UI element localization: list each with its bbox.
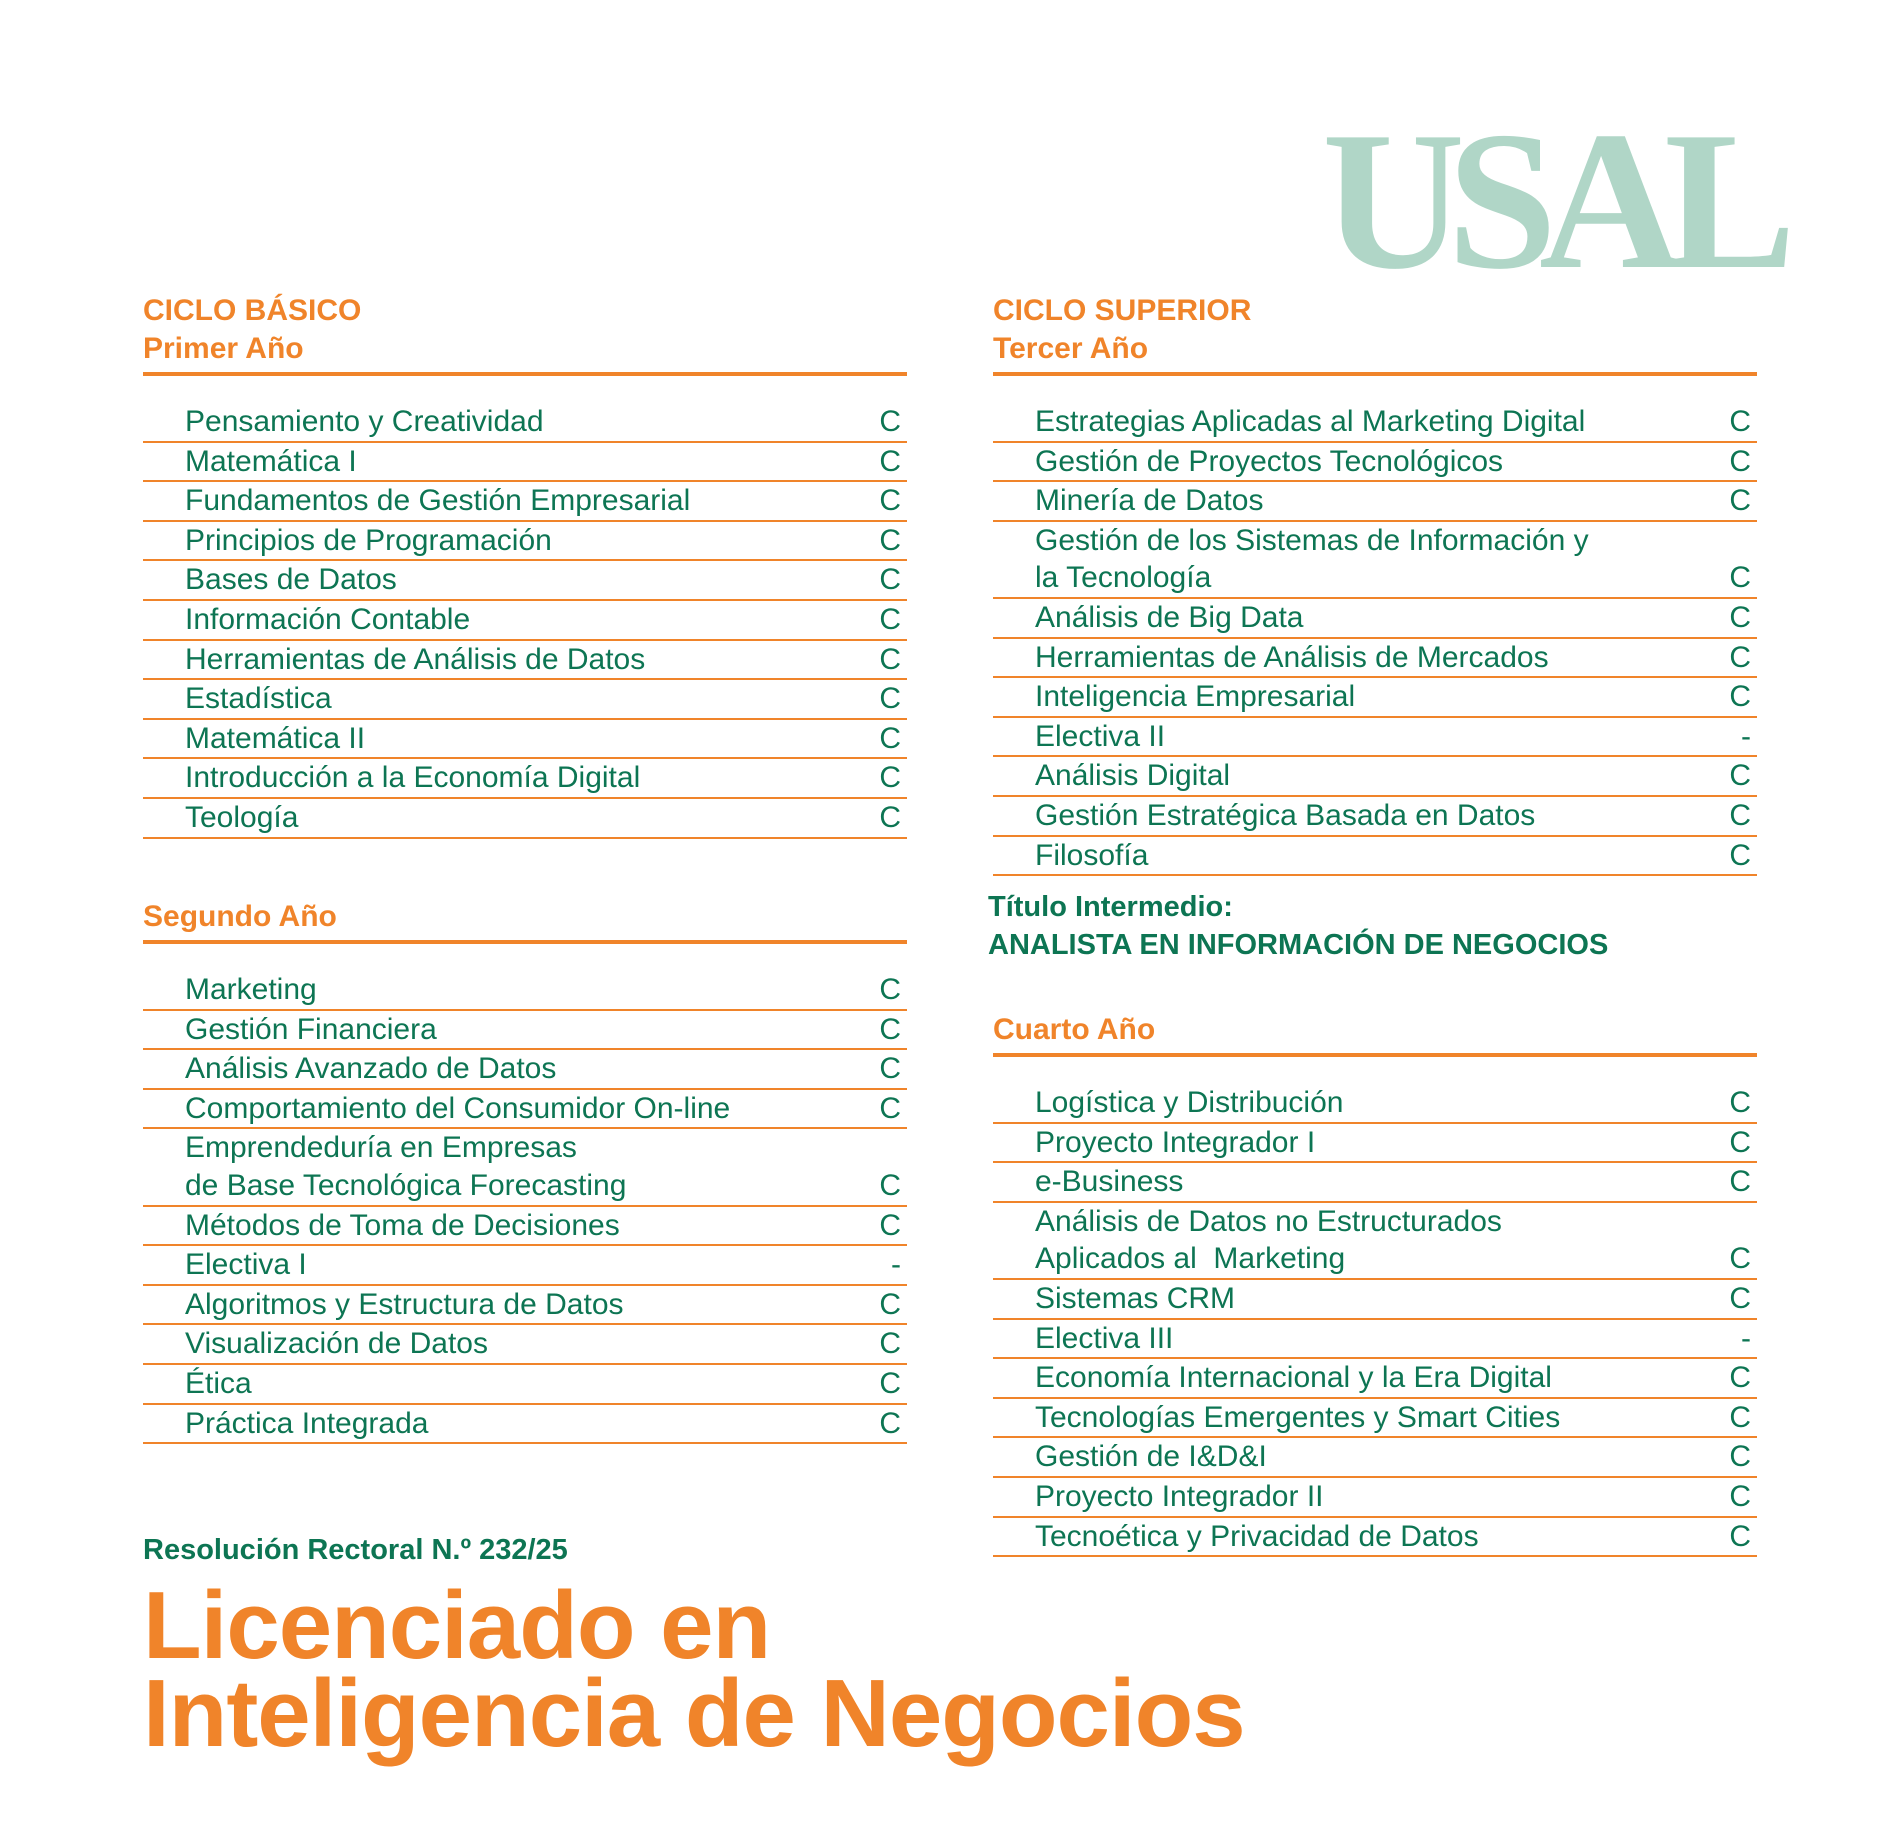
subject-code: C (1729, 1281, 1751, 1315)
subject-row (143, 1011, 907, 1051)
subject-code: C (879, 484, 901, 518)
subject-name (1035, 403, 1723, 441)
subject-name-line: Logística y Distribución (1035, 1086, 1344, 1119)
subject-code: C (1729, 1086, 1751, 1119)
subject-name-line: Inteligencia Empresarial (1035, 680, 1356, 714)
subject-name-line: Minería de Datos (1035, 484, 1264, 518)
subject-row (143, 1325, 907, 1365)
subject-name (1035, 1399, 1723, 1437)
subject-name-line: Tecnologías Emergentes y Smart Cities (1035, 1400, 1561, 1434)
subject-name-line: Herramientas de Análisis de Mercados (1035, 640, 1549, 674)
subject-row (993, 639, 1757, 679)
subject-code: C (879, 800, 901, 834)
subject-code: C (879, 761, 901, 795)
subject-name (1035, 599, 1723, 637)
subject-name (185, 641, 873, 679)
subject-code: C (879, 1208, 901, 1242)
subject-code: C (879, 682, 901, 716)
subject-code: C (879, 1287, 901, 1321)
subject-name (185, 1090, 873, 1128)
tercer-year-subject-list (993, 403, 1757, 876)
subject-name-line: Electiva I (185, 1248, 307, 1282)
tercer-year-title: Tercer Año (993, 330, 1757, 376)
subject-code: C (879, 642, 901, 676)
subject-row (993, 599, 1757, 639)
subject-row (143, 482, 907, 522)
subject-name-line: Herramientas de Análisis de Datos (185, 642, 646, 676)
subject-name-line: de Base Tecnológica Forecasting (185, 1168, 627, 1202)
subject-row (993, 522, 1757, 599)
subject-row (993, 1518, 1757, 1558)
subject-row (143, 403, 907, 443)
primer-year-subject-list (143, 403, 907, 839)
segundo-year-subject-list (143, 971, 907, 1444)
subject-name-line: Análisis de Big Data (1035, 600, 1304, 634)
subject-code: C (1729, 484, 1751, 518)
subject-name (1035, 1478, 1723, 1516)
subject-name-line: Comportamiento del Consumidor On-line (185, 1091, 731, 1125)
subject-row (143, 561, 907, 601)
subject-name-line: Sistemas CRM (1035, 1281, 1236, 1315)
subject-row (143, 1246, 907, 1286)
subject-name-line: Gestión de Proyectos Tecnológicos (1035, 444, 1504, 478)
subject-name (185, 720, 873, 758)
subject-code: C (1729, 600, 1751, 634)
subject-row (993, 1399, 1757, 1439)
subject-code: C (1729, 680, 1751, 714)
subject-code: C (879, 1366, 901, 1400)
subject-row (143, 759, 907, 799)
subject-row (993, 1124, 1757, 1164)
subject-name-line: Economía Internacional y la Era Digital (1035, 1361, 1552, 1395)
subject-name-line: Análisis Digital (1035, 759, 1231, 793)
subject-row (993, 1084, 1757, 1124)
subject-code: C (1729, 1361, 1751, 1395)
subject-name (185, 1405, 873, 1443)
subject-code: C (1729, 1242, 1751, 1276)
subject-code: C (879, 444, 901, 478)
subject-code: C (879, 405, 901, 438)
subject-name (185, 1207, 873, 1245)
subject-row (143, 1286, 907, 1326)
resolucion-rectoral: Resolución Rectoral N.º 232/25 (143, 1534, 568, 1566)
subject-name-line: Aplicados al Marketing (1035, 1242, 1346, 1276)
subject-row (143, 522, 907, 562)
subject-code: C (1729, 1519, 1751, 1553)
subject-code: C (1729, 444, 1751, 478)
subject-row (993, 443, 1757, 483)
subject-row (143, 1129, 907, 1206)
titulo-intermedio-label: Título Intermedio: (988, 891, 1233, 923)
usal-logo: USAL (1322, 91, 1779, 310)
subject-code: C (879, 1406, 901, 1440)
primer-year-section (143, 292, 907, 839)
subject-name (185, 1325, 873, 1363)
degree-title-line2: Inteligencia de Negocios (143, 1660, 1245, 1767)
subject-row (143, 680, 907, 720)
subject-name-line: Teología (185, 800, 299, 834)
subject-code: C (879, 1012, 901, 1046)
subject-name-line: Práctica Integrada (185, 1406, 429, 1440)
subject-code: C (1729, 838, 1751, 872)
segundo-year-section (143, 898, 907, 1444)
subject-name-line: Fundamentos de Gestión Empresarial (185, 484, 691, 518)
subject-name (185, 971, 873, 1009)
subject-name (185, 680, 873, 718)
subject-code: C (1729, 640, 1751, 674)
subject-name-line: Electiva III (1035, 1321, 1174, 1355)
subject-row (143, 1405, 907, 1445)
segundo-year-title: Segundo Año (143, 898, 907, 944)
subject-code: - (1741, 1321, 1751, 1355)
subject-name (1035, 639, 1723, 677)
degree-title-line1: Licenciado en (143, 1572, 771, 1679)
subject-row (143, 720, 907, 760)
subject-row (993, 1163, 1757, 1203)
subject-row (143, 641, 907, 681)
subject-row (143, 799, 907, 839)
subject-name (1035, 1359, 1723, 1397)
subject-code: C (879, 1327, 901, 1361)
subject-code: C (1729, 405, 1751, 438)
subject-name (185, 1365, 873, 1403)
subject-name-line: Bases de Datos (185, 563, 397, 597)
subject-name (185, 1050, 873, 1088)
subject-code: - (891, 1248, 901, 1282)
subject-name (1035, 443, 1723, 481)
subject-name-line: e-Business (1035, 1165, 1184, 1199)
subject-row (993, 797, 1757, 837)
cuarto-year-section (993, 1011, 1757, 1557)
subject-name (185, 1129, 873, 1204)
subject-name-line: Estadística (185, 682, 332, 716)
subject-row (993, 718, 1757, 758)
subject-name (185, 759, 873, 797)
subject-row (143, 1050, 907, 1090)
subject-name-line: Tecnoética y Privacidad de Datos (1035, 1519, 1479, 1553)
subject-name (1035, 522, 1723, 597)
subject-name (1035, 1124, 1723, 1162)
subject-name (1035, 1320, 1723, 1358)
subject-name-line: Información Contable (185, 602, 471, 636)
subject-row (143, 601, 907, 641)
subject-name (1035, 837, 1723, 875)
subject-name (1035, 1280, 1723, 1318)
subject-code: C (879, 1168, 901, 1202)
subject-row (143, 1090, 907, 1130)
cuarto-year-title: Cuarto Año (993, 1011, 1757, 1057)
subject-name-line: Matemática I (185, 444, 357, 478)
subject-row (993, 1359, 1757, 1399)
subject-name (185, 403, 873, 441)
subject-name-line: Ética (185, 1366, 252, 1400)
subject-name (1035, 797, 1723, 835)
subject-row (993, 1203, 1757, 1280)
subject-row (143, 443, 907, 483)
subject-name-line: Análisis de Datos no Estructurados (1035, 1204, 1502, 1238)
titulo-intermedio (988, 888, 1788, 964)
subject-name-line: Proyecto Integrador I (1035, 1125, 1316, 1159)
subject-name-line: Algoritmos y Estructura de Datos (185, 1287, 624, 1321)
subject-name (1035, 1163, 1723, 1201)
cuarto-year-subject-list (993, 1084, 1757, 1557)
subject-code: C (1729, 1125, 1751, 1159)
subject-name (185, 1246, 873, 1284)
degree-title (143, 1572, 1643, 1767)
subject-code: C (1729, 1165, 1751, 1199)
tercer-year-section (993, 292, 1757, 876)
subject-row (993, 482, 1757, 522)
subject-code: C (879, 1091, 901, 1125)
subject-name-line: Gestión de I&D&I (1035, 1440, 1267, 1474)
subject-code: - (1741, 719, 1751, 753)
subject-name-line: Introducción a la Economía Digital (185, 761, 641, 795)
subject-name-line: Matemática II (185, 721, 366, 755)
subject-name-line: Emprendeduría en Empresas (185, 1131, 577, 1165)
subject-row (993, 1320, 1757, 1360)
subject-code: C (879, 602, 901, 636)
subject-name (1035, 1084, 1723, 1122)
subject-name-line: Gestión Financiera (185, 1012, 437, 1046)
primer-year-title: Primer Año (143, 330, 907, 376)
subject-row (993, 1438, 1757, 1478)
subject-code: C (879, 523, 901, 557)
subject-code: C (879, 1052, 901, 1086)
subject-code: C (1729, 759, 1751, 793)
subject-name (185, 522, 873, 560)
subject-name (1035, 1438, 1723, 1476)
ciclo-superior-label: CICLO SUPERIOR (993, 294, 1252, 327)
subject-name (185, 1011, 873, 1049)
subject-name-line: Gestión de los Sistemas de Información y (1035, 523, 1589, 557)
subject-name (185, 601, 873, 639)
subject-name-line: Métodos de Toma de Decisiones (185, 1208, 620, 1242)
subject-name-line: Gestión Estratégica Basada en Datos (1035, 798, 1536, 832)
subject-name (185, 1286, 873, 1324)
subject-code: C (1729, 561, 1751, 595)
subject-row (993, 837, 1757, 877)
subject-name (1035, 678, 1723, 716)
subject-name-line: la Tecnología (1035, 561, 1212, 595)
subject-row (993, 1280, 1757, 1320)
subject-code: C (879, 563, 901, 597)
subject-name-line: Análisis Avanzado de Datos (185, 1052, 557, 1086)
subject-name-line: Marketing (185, 973, 317, 1006)
subject-name (185, 799, 873, 837)
subject-row (143, 1365, 907, 1405)
ciclo-basico-label: CICLO BÁSICO (143, 294, 362, 327)
subject-name-line: Principios de Programación (185, 523, 552, 557)
titulo-intermedio-value: ANALISTA EN INFORMACIÓN DE NEGOCIOS (988, 929, 1609, 961)
subject-name-line: Electiva II (1035, 719, 1166, 753)
subject-row (993, 678, 1757, 718)
subject-name (185, 561, 873, 599)
subject-code: C (879, 721, 901, 755)
subject-name-line: Filosofía (1035, 838, 1149, 872)
subject-name (185, 482, 873, 520)
subject-code: C (1729, 1440, 1751, 1474)
subject-name (185, 443, 873, 481)
subject-row (143, 971, 907, 1011)
subject-name (1035, 757, 1723, 795)
subject-name-line: Pensamiento y Creatividad (185, 405, 544, 438)
subject-name (1035, 1518, 1723, 1556)
subject-name (1035, 1203, 1723, 1278)
subject-row (993, 757, 1757, 797)
subject-name (1035, 482, 1723, 520)
subject-code: C (1729, 1479, 1751, 1513)
subject-row (143, 1207, 907, 1247)
subject-name (1035, 718, 1723, 756)
subject-code: C (1729, 798, 1751, 832)
subject-code: C (879, 973, 901, 1006)
subject-row (993, 403, 1757, 443)
subject-row (993, 1478, 1757, 1518)
subject-name-line: Visualización de Datos (185, 1327, 488, 1361)
subject-name-line: Estrategias Aplicadas al Marketing Digital (1035, 405, 1586, 438)
subject-code: C (1729, 1400, 1751, 1434)
subject-name-line: Proyecto Integrador II (1035, 1479, 1324, 1513)
